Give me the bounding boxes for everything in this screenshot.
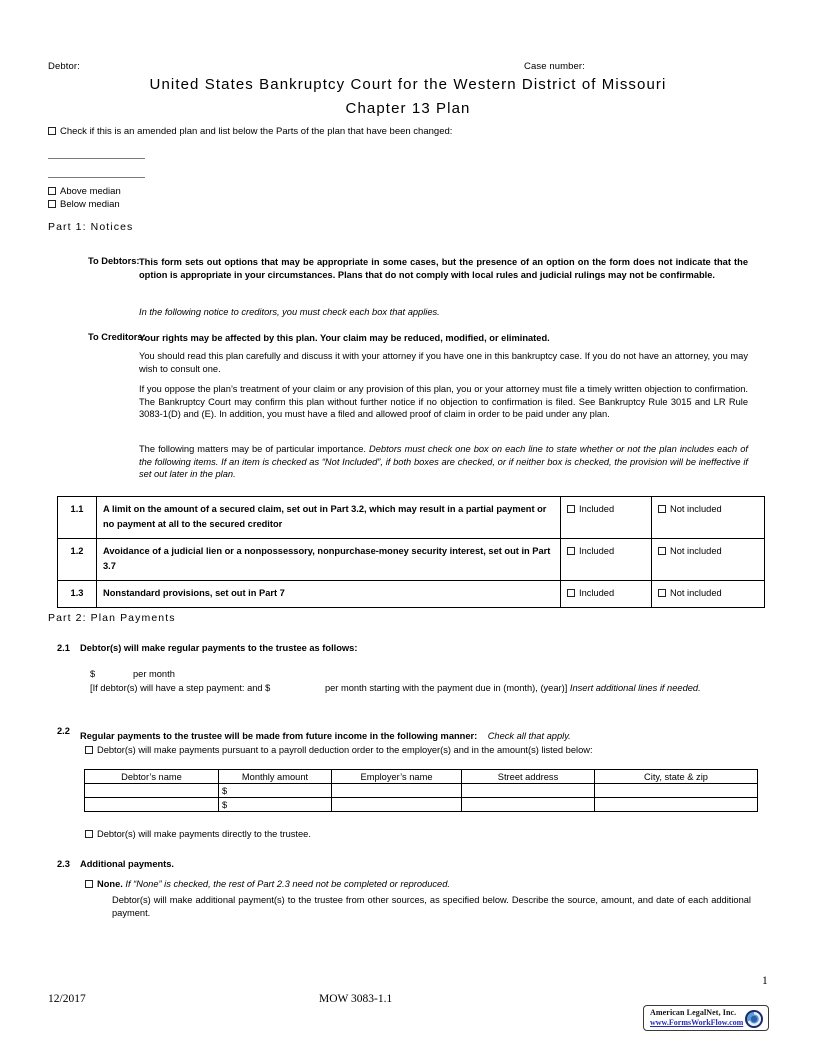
- amended-plan-row: [48, 126, 452, 137]
- direct-payment-row: [85, 828, 311, 841]
- item-2-3-title: Additional payments.: [80, 859, 175, 869]
- item-2-3-body: Debtor(s) will make additional payment(s) to the trustee from other sources, as specified below. Describe the source, amount, and date of each additional payment.: [112, 895, 751, 918]
- table-row: [85, 784, 758, 798]
- item-2-2-check-all-note: Check all that apply.: [487, 731, 571, 741]
- column-header-monthly-amount: Monthly amount: [219, 770, 332, 784]
- american-legalnet-badge[interactable]: [643, 1005, 769, 1031]
- below-median-label: Below median: [60, 199, 120, 210]
- item-2-1-number: 2.1: [57, 643, 70, 653]
- cell-street-address[interactable]: [462, 798, 595, 812]
- table-row: [85, 798, 758, 812]
- notices-table-wrap: [57, 496, 765, 608]
- below-median-checkbox[interactable]: [48, 200, 56, 208]
- to-creditors-label: To Creditors:: [88, 332, 146, 342]
- legalnet-company-name: American LegalNet, Inc.: [650, 1008, 737, 1017]
- above-median-label: Above median: [60, 186, 121, 197]
- below-median-row: [48, 198, 120, 211]
- payroll-deduction-row: [85, 744, 593, 757]
- included-checkbox[interactable]: [567, 547, 575, 555]
- to-debtors-text: This form sets out options that may be appropriate in some cases, but the presence of an option on the form does not indicate that the option is appropriate in your circumstances. Plans that do not comply with local rules and judicial rulings may not be confirmable.: [139, 257, 748, 280]
- part-2-heading: Part 2: Plan Payments: [48, 612, 176, 624]
- amended-plan-label: Check if this is an amended plan and list below the Parts of the plan that have been changed:: [60, 126, 453, 137]
- amended-parts-line-2[interactable]: [48, 177, 145, 178]
- column-header-street-address: Street address: [462, 770, 595, 784]
- cell-debtor-name[interactable]: [85, 798, 219, 812]
- item-2-1-dollar-sign: $: [90, 669, 96, 679]
- debtor-label: Debtor:: [48, 61, 80, 72]
- cell-monthly-amount[interactable]: $: [219, 784, 332, 798]
- item-2-1-step-payment-note: [90, 682, 751, 695]
- included-checkbox[interactable]: [567, 589, 575, 597]
- to-creditors-headline: Your rights may be affected by this plan. Your claim may be reduced, modified, or eliminated.: [139, 333, 550, 343]
- item-2-2-number: 2.2: [57, 726, 70, 736]
- to-debtors-label: To Debtors:: [88, 256, 140, 266]
- to-debtors-italic-note: In the following notice to creditors, you must check each box that applies.: [139, 307, 440, 317]
- to-creditors-paragraph-3-italic: Debtors must check one box on each line to state whether or not the plan includes each of the following items. If an item is checked as “Not Included”, if both boxes are checked, or if neither box is checked, the provision will be ineffective if set out later in the plan.: [139, 444, 748, 480]
- included-label: Included: [579, 504, 615, 514]
- table-header-row: [85, 770, 758, 784]
- item-2-1-insert-lines-note: Insert additional lines if needed.: [569, 683, 701, 693]
- row-description: A limit on the amount of a secured claim, set out in Part 3.2, which may result in a partial payment or no payment at all to the secured creditor: [97, 497, 561, 539]
- not-included-checkbox[interactable]: [658, 589, 666, 597]
- item-2-1-title: Debtor(s) will make regular payments to the trustee as follows:: [80, 643, 358, 653]
- included-checkbox[interactable]: [567, 505, 575, 513]
- above-median-checkbox[interactable]: [48, 187, 56, 195]
- cell-employer-name[interactable]: [332, 798, 462, 812]
- not-included-checkbox[interactable]: [658, 505, 666, 513]
- direct-payment-label: Debtor(s) will make payments directly to the trustee.: [97, 829, 311, 839]
- footer-date: 12/2017: [48, 993, 86, 1005]
- row-included-cell: [561, 497, 652, 539]
- payroll-table: [84, 769, 758, 812]
- column-header-debtor-name: Debtor’s name: [85, 770, 219, 784]
- above-median-row: [48, 185, 121, 198]
- legalnet-url-link[interactable]: www.FormsWorkFlow.com: [650, 1018, 744, 1027]
- row-number: 1.3: [58, 581, 97, 608]
- to-creditors-paragraph-2: If you oppose the plan’s treatment of your claim or any provision of this plan, you or your attorney must file a timely written objection to confirmation. The Bankruptcy Court may confirm this plan without further notice if no objection to confirmation is filed. See Bankruptcy Rule 3015 and LR Rule 3083-1(D) and (E). In addition, you must have a filed and allowed proof of claim in order to be paid under any plan.: [139, 384, 748, 420]
- row-number: 1.2: [58, 539, 97, 581]
- included-label: Included: [579, 588, 615, 598]
- table-row: [58, 581, 765, 608]
- row-not-included-cell: [652, 581, 765, 608]
- part-1-heading: Part 1: Notices: [48, 221, 134, 233]
- cell-monthly-amount[interactable]: $: [219, 798, 332, 812]
- chapter-title: Chapter 13 Plan: [345, 100, 471, 117]
- none-label: None.: [97, 879, 123, 889]
- not-included-label: Not included: [670, 546, 722, 556]
- not-included-label: Not included: [670, 588, 722, 598]
- row-not-included-cell: [652, 539, 765, 581]
- included-label: Included: [579, 546, 615, 556]
- item-2-2-title: Regular payments to the trustee will be made from future income in the following manner:: [80, 731, 478, 741]
- step-payment-text-b: per month starting with the payment due in (month), (year)]: [324, 683, 568, 693]
- table-row: [58, 497, 765, 539]
- row-included-cell: [561, 539, 652, 581]
- item-2-3-number: 2.3: [57, 859, 70, 869]
- column-header-employer-name: Employer’s name: [332, 770, 462, 784]
- payroll-deduction-checkbox[interactable]: [85, 746, 93, 754]
- not-included-label: Not included: [670, 504, 722, 514]
- cell-employer-name[interactable]: [332, 784, 462, 798]
- step-payment-text-a: [If debtor(s) will have a step payment: and $: [90, 683, 271, 693]
- to-creditors-paragraph-1: You should read this plan carefully and discuss it with your attorney if you have one in this bankruptcy case. If you do not have an attorney, you may wish to consult one.: [139, 351, 748, 374]
- direct-payment-checkbox[interactable]: [85, 830, 93, 838]
- cell-street-address[interactable]: [462, 784, 595, 798]
- to-creditors-paragraph-3-plain: The following matters may be of particular importance.: [139, 444, 370, 454]
- not-included-checkbox[interactable]: [658, 547, 666, 555]
- case-number-label: Case number:: [524, 61, 585, 72]
- item-2-2-title-row: [80, 726, 571, 744]
- payroll-deduction-label: Debtor(s) will make payments pursuant to a payroll deduction order to the employer(s) and in the amount(s) listed below:: [97, 745, 593, 755]
- row-description: Nonstandard provisions, set out in Part 7: [97, 581, 561, 608]
- row-included-cell: [561, 581, 652, 608]
- row-number: 1.1: [58, 497, 97, 539]
- item-2-1-per-month: per month: [133, 669, 175, 679]
- payroll-table-wrap: [84, 769, 758, 812]
- notices-table: [57, 496, 765, 608]
- column-header-city-state-zip: City, state & zip: [595, 770, 758, 784]
- cell-debtor-name[interactable]: [85, 784, 219, 798]
- row-not-included-cell: [652, 497, 765, 539]
- footer-form-number: MOW 3083-1.1: [319, 993, 393, 1005]
- page-number: 1: [762, 975, 768, 987]
- table-row: [58, 539, 765, 581]
- item-2-3-none-row: [85, 878, 450, 891]
- none-italic-note: If “None” is checked, the rest of Part 2.3 need not be completed or reproduced.: [125, 879, 450, 889]
- none-checkbox[interactable]: [85, 880, 93, 888]
- amended-plan-checkbox[interactable]: [48, 127, 56, 135]
- cell-city-state-zip[interactable]: [595, 784, 758, 798]
- legalnet-swirl-icon: [744, 1009, 764, 1031]
- cell-city-state-zip[interactable]: [595, 798, 758, 812]
- court-title: United States Bankruptcy Court for the Western District of Missouri: [149, 76, 667, 93]
- row-description: Avoidance of a judicial lien or a nonpossessory, nonpurchase-money security interest, set out in Part 3.7: [97, 539, 561, 581]
- amended-parts-line-1[interactable]: [48, 158, 145, 159]
- to-creditors-paragraph-3: [139, 443, 748, 481]
